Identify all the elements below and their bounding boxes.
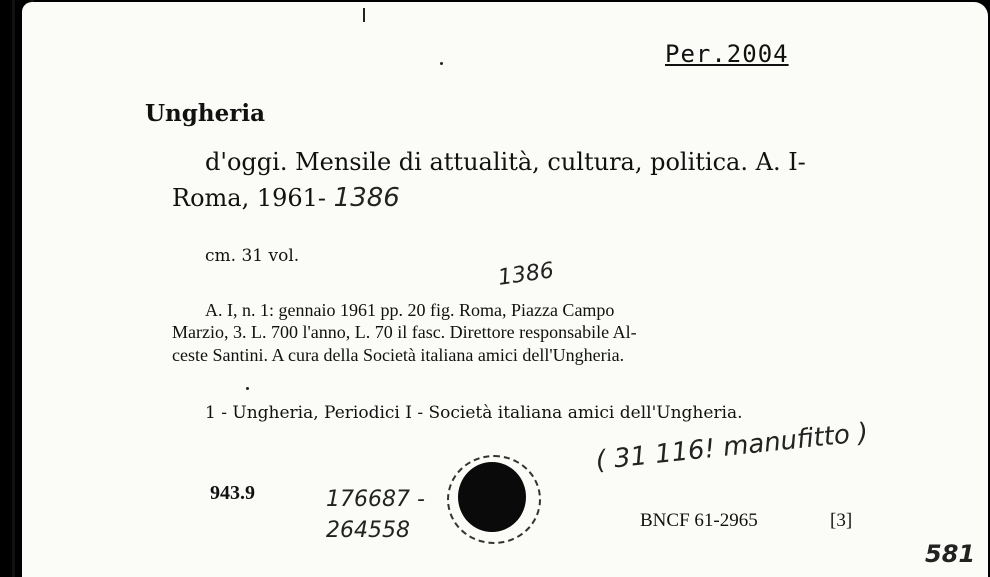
- heading: Ungheria: [145, 100, 265, 127]
- speck: [246, 387, 249, 390]
- card-sequence: [3]: [830, 510, 853, 531]
- card-edge-line: [12, 0, 15, 577]
- subject-tracings: 1 - Ungheria, Periodici I - Società italiana amici dell'Ungheria.: [205, 403, 743, 423]
- handwritten-note: ( 31 116! manufitto ): [594, 417, 870, 477]
- description-line-1: A. I, n. 1: gennaio 1961 pp. 20 fig. Roma, Piazza Campo: [205, 300, 615, 320]
- title-line-2: [172, 183, 400, 213]
- handwritten-year: 1386: [496, 258, 556, 291]
- speck: [440, 62, 443, 65]
- handwritten-end-year: 1386: [333, 183, 400, 213]
- call-number: Per.2004: [665, 40, 789, 68]
- description-line-3: ceste Santini. A cura della Società italiana amici dell'Ungheria.: [172, 345, 625, 365]
- inventory-number-1: 176687 -: [326, 487, 425, 512]
- inventory-number-2: 264558: [326, 518, 410, 543]
- physical-description: cm. 31 vol.: [205, 246, 300, 266]
- title-line-2-text: Roma, 1961-: [172, 184, 327, 212]
- bncf-number: BNCF 61-2965: [640, 510, 758, 531]
- handwritten-corner-number: 581: [925, 540, 976, 568]
- classification-number: 943.9: [210, 482, 255, 504]
- title-line-1: d'oggi. Mensile di attualità, cultura, politica. A. I-: [205, 148, 806, 176]
- speck: [363, 8, 365, 22]
- description-line-2: Marzio, 3. L. 700 l'anno, L. 70 il fasc. Direttore responsabile Al-: [172, 322, 637, 342]
- punch-hole: [458, 462, 526, 532]
